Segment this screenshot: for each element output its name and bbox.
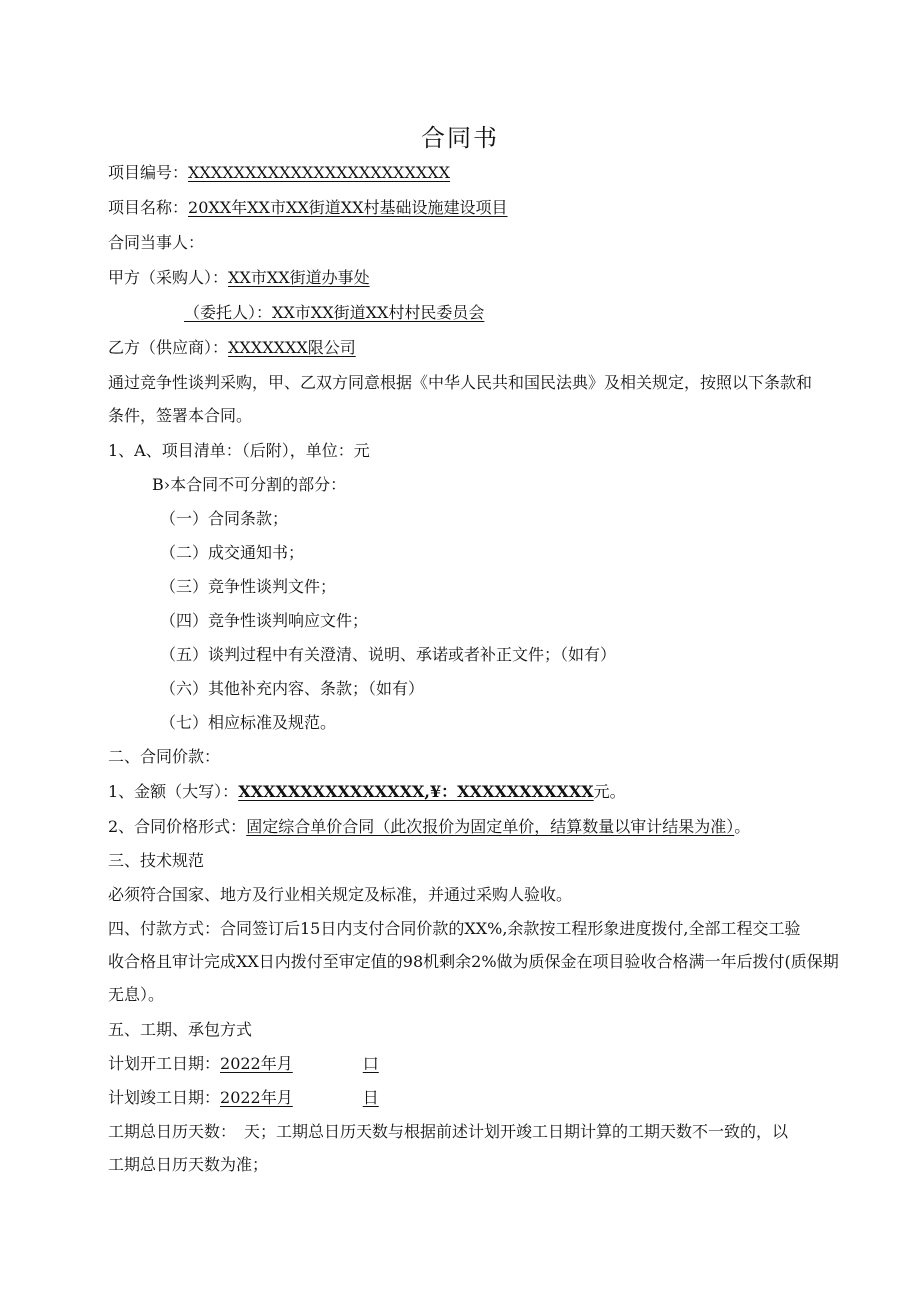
item-1b: B›本合同不可分割的部分： [152, 475, 347, 494]
part-item: （七）相应标准及规范。 [160, 713, 337, 732]
document-title: 合同书 [421, 124, 499, 152]
project-name-label: 项目名称： [108, 198, 189, 217]
duration-line-1: 工期总日历天数： 天；工期总日历天数与根据前述计划开竣工日期计算的工期天数不一致的，以 [108, 1122, 789, 1141]
party-b-line [108, 337, 356, 359]
part-item: （三）竞争性谈判文件； [160, 577, 337, 596]
project-name-line [108, 197, 508, 219]
price-form-value: 固定综合单价合同（此次报价为固定单价，结算数量以审计结果为准） [246, 817, 735, 836]
amount-upper: XXXXXXXXXXXXXXX,¥： [238, 782, 458, 801]
parties-label: 合同当事人： [108, 233, 205, 252]
start-date-line [108, 1053, 379, 1075]
end-date-year: 2022年月 [220, 1088, 293, 1107]
end-date-value [220, 1088, 379, 1107]
project-number-label: 项目编号： [108, 163, 189, 182]
intro-line-2: 条件，签署本合同。 [108, 406, 253, 425]
party-a-label: 甲方（采购人）： [108, 268, 229, 287]
entrusted-label: （委托人）： [184, 303, 273, 322]
payment-line-1: 四、付款方式：合同签订后15日内支付合同价款的XX%,余款按工程形象进度拨付,全部工程交工验 [108, 919, 801, 938]
section-2-heading: 二、合同价款： [108, 747, 221, 766]
intro-line-1: 通过竞争性谈判采购，甲、乙双方同意根据《中华人民共和国民法典》及相关规定，按照以下条款和 [108, 373, 813, 392]
project-name-value: 20XX年XX市XX街道XX村基础设施建设项目 [188, 198, 508, 217]
start-date-label: 计划开工日期： [108, 1054, 221, 1073]
payment-line-2: 收合格且审计完成XX日内拨付至审定值的98机剩余2%做为质保金在项目验收合格满一年后拨付(质保期 [108, 952, 839, 971]
project-number-line [108, 162, 450, 184]
project-number-value: XXXXXXXXXXXXXXXXXXXXXXX [188, 163, 450, 182]
party-b-value: XXXXXXX限公司 [228, 338, 356, 357]
price-form-line [108, 816, 750, 838]
part-item: （五）谈判过程中有关澄清、说明、承诺或者补正文件；（如有） [160, 645, 617, 664]
start-date-day: 口 [362, 1054, 379, 1073]
price-form-end: 。 [734, 817, 751, 836]
part-item: （四）竞争性谈判响应文件； [160, 611, 369, 630]
amount-label: 1、金额（大写）： [108, 782, 239, 801]
section-5-heading: 五、工期、承包方式 [108, 1020, 253, 1039]
end-date-line [108, 1087, 379, 1109]
start-date-value [220, 1054, 379, 1073]
entrusted-value: XX市XX街道XX村村民委员会 [272, 303, 485, 322]
amount-line [108, 781, 626, 803]
part-item: （一）合同条款； [160, 509, 289, 528]
party-b-label: 乙方（供应商）： [108, 338, 229, 357]
item-1: 1、A、项目清单：（后附），单位：元 [108, 441, 370, 460]
end-date-label: 计划竣工日期： [108, 1088, 221, 1107]
entrusted-line [184, 302, 484, 324]
part-item: （二）成交通知书； [160, 543, 305, 562]
payment-line-3: 无息）。 [108, 985, 165, 1004]
amount-number: XXXXXXXXXXX [457, 782, 594, 801]
tech-spec-text: 必须符合国家、地方及行业相关规定及标准，并通过采购人验收。 [108, 885, 573, 904]
amount-unit: 元。 [593, 782, 626, 801]
party-a-line [108, 267, 370, 289]
price-form-label: 2、合同价格形式： [108, 817, 247, 836]
start-date-year: 2022年月 [220, 1054, 293, 1073]
end-date-day: 日 [362, 1088, 379, 1107]
party-a-value: XX市XX街道办事处 [228, 268, 370, 287]
duration-line-2: 工期总日历天数为准； [108, 1155, 269, 1174]
part-item: （六）其他补充内容、条款；（如有） [160, 679, 425, 698]
section-3-heading: 三、技术规范 [108, 851, 205, 870]
